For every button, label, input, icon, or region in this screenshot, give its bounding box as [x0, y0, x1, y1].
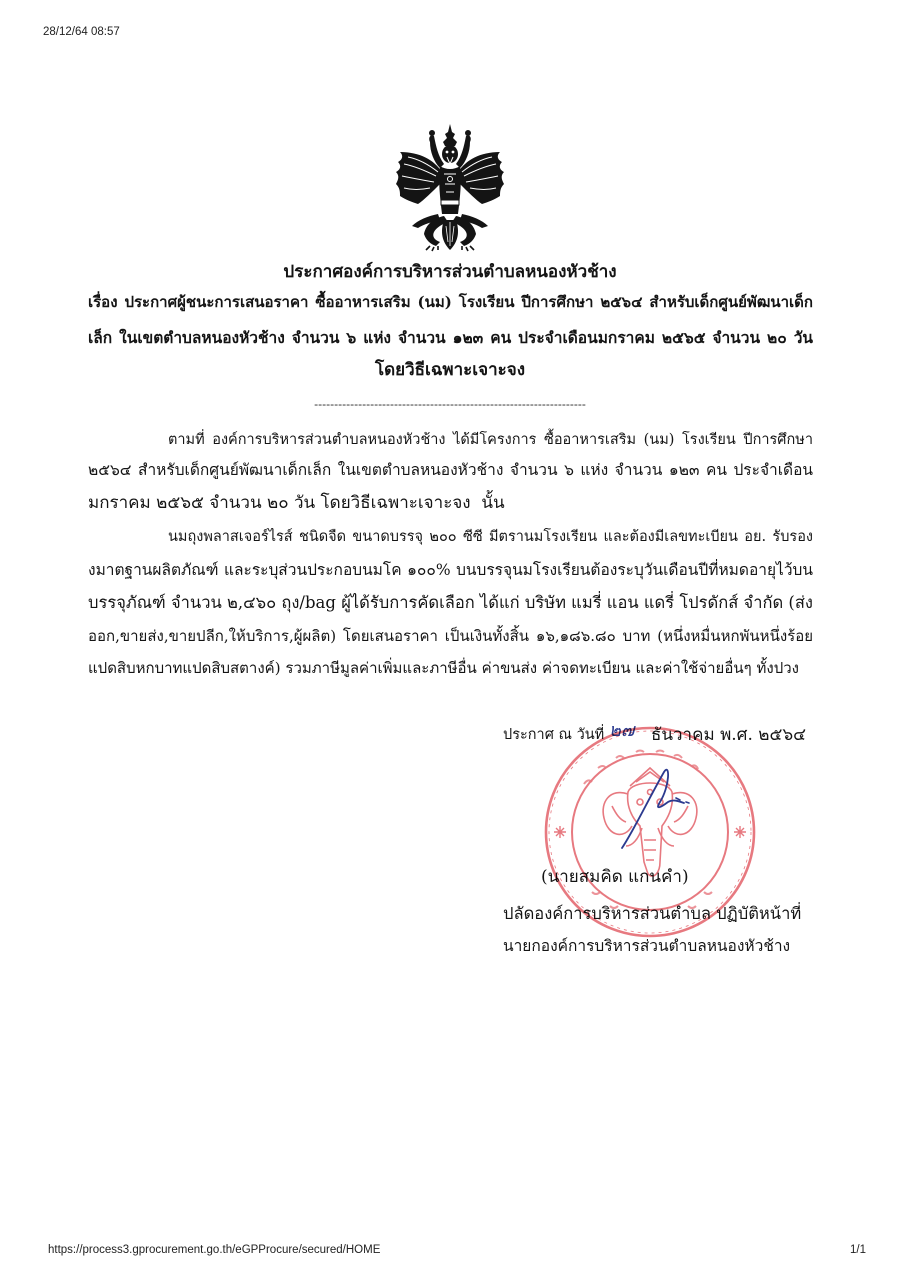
signature-scribble — [600, 758, 700, 858]
announce-date-suffix: ธันวาคม พ.ศ. ๒๕๖๔ — [651, 725, 807, 745]
paragraph-2-line-4: ออก,ขายส่ง,ขายปลีก,ให้บริการ,ผู้ผลิต) โดยเสนอราคา เป็นเงินทั้งสิ้น ๑๖,๑๘๖.๘๐ บาท (หนึ่งหมื่นหกพันหนึ่งร้อย — [88, 627, 813, 645]
paragraph-2-line-1: นมถุงพลาสเจอร์ไรส์ ชนิดจืด ขนาดบรรจุ ๒๐๐ ซีซี มีตรานมโรงเรียน และต้องมีเลขทะเบียน อย. รับรอง — [168, 529, 813, 545]
paragraph-1-line-1: ตามที่ องค์การบริหารส่วนตำบลหนองหัวช้าง ได้มีโครงการ ซื้ออาหารเสริม (นม) โรงเรียน ปีการศึกษา — [168, 432, 813, 448]
separator-line: -------------------------------------------------------------------- — [314, 397, 586, 411]
paragraph-2-line-5: แปดสิบหกบาทแปดสิบสตางค์) รวมภาษีมูลค่าเพิ่มและภาษีอื่น ค่าขนส่ง ค่าจดทะเบียน และค่าใช้จ่ายอื่นๆ ทั้งปวง — [88, 659, 799, 677]
stamp-star-right — [734, 826, 746, 838]
garuda-emblem-icon — [390, 122, 510, 252]
stamp-star-left — [554, 826, 566, 838]
title-line-1: ประกาศองค์การบริหารส่วนตำบลหนองหัวช้าง — [283, 262, 617, 282]
garuda-head — [442, 145, 458, 163]
paragraph-2-line-3: บรรจุภัณฑ์ จำนวน ๒,๔๖๐ ถุง/bag ผู้ได้รับการคัดเลือก ได้แก่ บริษัท แมรี่ แอน แดรี่ โปรดักส์ จำกัด (ส่ง — [88, 593, 813, 612]
title-line-2: เรื่อง ประกาศผู้ชนะการเสนอราคา ซื้ออาหารเสริม (นม) โรงเรียน ปีการศึกษา ๒๕๖๔ สำหรับเด็กศูนย์พัฒนาเด็ก — [88, 293, 813, 311]
paragraph-2-line-2: งมาตฐานผลิตภัณฑ์ และระบุส่วนประกอบนมโค ๑๐๐% บนบรรจุนมโรงเรียนต้องระบุวันเดือนปีที่หมดอายุไว้บน — [88, 561, 813, 579]
signer-position-line-1: ปลัดองค์การบริหารส่วนตำบล ปฏิบัติหน้าที่ — [503, 904, 802, 923]
paragraph-1-line-3: มกราคม ๒๕๖๕ จำนวน ๒๐ วัน โดยวิธีเฉพาะเจาะจง นั้น — [88, 493, 505, 513]
signer-name: (นายสมคิด แกนคำ) — [541, 867, 689, 887]
title-line-3: เล็ก ในเขตตำบลหนองหัวช้าง จำนวน ๖ แห่ง จำนวน ๑๒๓ คน ประจำเดือนมกราคม ๒๕๖๕ จำนวน ๒๐ วัน — [88, 328, 813, 347]
title-line-4: โดยวิธีเฉพาะเจาะจง — [374, 360, 526, 380]
announce-date-day-handwritten: ๒๗ — [609, 720, 635, 741]
footer-url: https://process3.gprocurement.go.th/eGPProcure/secured/HOME — [48, 1244, 381, 1256]
signer-position-line-2: นายกองค์การบริหารส่วนตำบลหนองหัวช้าง — [503, 937, 791, 955]
footer-page-number: 1/1 — [850, 1244, 866, 1256]
paragraph-1-line-2: ๒๕๖๔ สำหรับเด็กศูนย์พัฒนาเด็กเล็ก ในเขตตำบลหนองหัวช้าง จำนวน ๖ แห่ง จำนวน ๑๒๓ คน ประจำเดือน — [88, 461, 813, 479]
garuda-crown — [443, 124, 457, 146]
announce-date-prefix: ประกาศ ณ วันที่ — [503, 727, 605, 743]
print-timestamp: 28/12/64 08:57 — [43, 26, 120, 38]
garuda-torso — [439, 166, 461, 214]
